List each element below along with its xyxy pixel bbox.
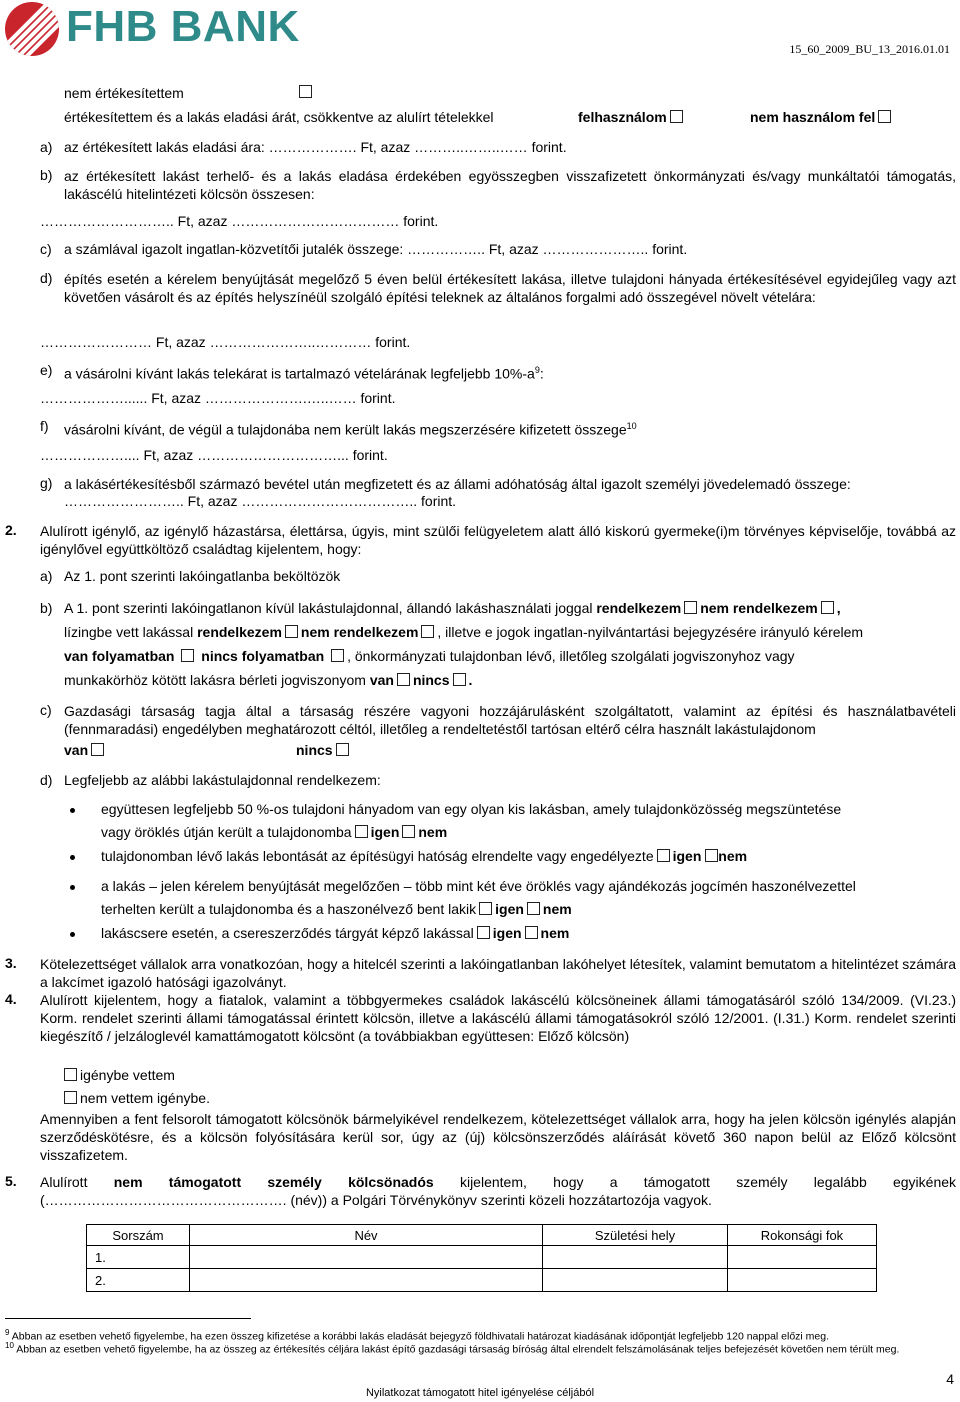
section-3-number: 3.	[5, 955, 17, 971]
s2-b-label: b)	[40, 600, 53, 616]
checkbox-in-progress[interactable]	[181, 649, 194, 662]
s2-c-text: Gazdasági társaság tagja által a társaság részére vagyoni hozzájárulásként szolgáltatott, valamint az építési és használatbavételi (fennmaradási) engedélyben meghatározott céltól, illetőleg a rendeltetéstől tartósan eltérő célra használt lakástulajdonom	[64, 703, 956, 737]
bullet-4: lakáscsere esetén, a csereszerződés tárgyát képző lakással igen nem	[101, 925, 570, 941]
s2-b-line4: munkakörhöz kötött lakásra bérleti jogviszonyom van nincs .	[64, 672, 473, 688]
checkbox-not-used[interactable]	[64, 1091, 77, 1104]
section-4-number: 4.	[5, 991, 17, 1007]
item-b-text: az értékesített lakást terhelő- és a lakás eladása érdekében egyösszegben visszafizetett önkormányzati és/vagy munkáltatói támogatás, lakáscélú hitelintézeti kölcsön összesen:	[64, 168, 956, 202]
relatives-table	[86, 1224, 877, 1292]
checkbox-rent-no[interactable]	[453, 673, 466, 686]
checkbox-no-property[interactable]	[821, 601, 834, 614]
col-sorszam: Sorszám	[87, 1225, 190, 1246]
checkbox-no-leased[interactable]	[421, 625, 434, 638]
s2-b-line1: A 1. pont szerinti lakóingatlanon kívül lakástulajdonnal, állandó lakáshasználati joggal rendelkezem nem rendelkezem ,	[64, 600, 841, 616]
birthplace-cell[interactable]	[543, 1246, 728, 1269]
relation-cell[interactable]	[728, 1269, 877, 1292]
footnote-9: $^9$ Abban az esetben vehető figyelembe, ha ezen összeg kifizetése a korábbi lakás eladását bejegyző földhivatali határozat kiadásának időpontját legfeljebb 120 nappal előzi meg.	[5, 1328, 830, 1343]
s2-d-text: Legfeljebb az alábbi lakástulajdonnal rendelkezem:	[64, 772, 381, 788]
checkbox-c-van[interactable]	[91, 743, 104, 756]
section-2-text: Alulírott igénylő, az igénylő házastársa, élettársa, úgyis, mint szülői felügyeletem alatt álló kiskorú gyermeke(i)m törvényes képviselője, továbbá az igénylővel együttköltöző családtag kijelentem, hogy:	[40, 523, 956, 557]
section-3-text: Kötelezettséget vállalok arra vonatkozóan, hogy a hitelcél szerinti a lakóingatlanban lakóhelyet létesítek, valamint bemutatom a hitelintézet számára a lakcímet igazoló hatósági igazolványt.	[40, 956, 956, 990]
checkbox-has-leased[interactable]	[285, 625, 298, 638]
section-5-number: 5.	[5, 1173, 17, 1189]
row-number: 1.	[87, 1246, 190, 1269]
option-use: felhasználom	[578, 109, 686, 126]
section-5-line1: Alulírott nem támogatott személy kölcsönadós kijelentem, hogy a támogatott személy legalább egyikének	[40, 1174, 957, 1190]
bullet-1-line2: vagy öröklés útján került a tulajdonomba igen nem	[101, 824, 448, 840]
item-e-text: a vásárolni kívánt lakás telekárat is tartalmazó vételárának legfeljebb $10\%-a^9$:	[64, 365, 544, 382]
checkbox-has-property[interactable]	[684, 601, 697, 614]
item-g-text: a lakásértékesítésből származó bevétel után megfizetett és az állami adóhatóság által igazolt személyi jövedelemadó összege:	[64, 476, 851, 492]
bullet-icon	[70, 885, 75, 890]
bullet-2: tulajdonomban lévő lakás lebontását az építésügyi hatóság elrendelte vagy engedélyezte igen nem	[101, 848, 748, 864]
item-g-label: g)	[40, 475, 53, 491]
item-b-label: b)	[40, 167, 53, 183]
table-row	[87, 1269, 877, 1292]
s2-a-text: Az 1. pont szerinti lakóingatlanba beköltözök	[64, 568, 341, 584]
name-cell[interactable]	[190, 1246, 543, 1269]
option-not-sold: nem értékesítettem	[64, 85, 184, 101]
s2-c-nincs: nincs	[296, 742, 352, 759]
item-f-text: vásárolni kívánt, de végül a tulajdonába nem került lakás megszerzésére kifizetett összege$^{10}$	[64, 421, 637, 438]
logo-text: FHB BANK	[66, 2, 300, 51]
section-4-text: Alulírott kijelentem, hogy a fiatalok, valamint a többgyermekes családok lakáscélú kölcsöneinek állami támogatásáról szóló 134/2009. (VI.23.) Korm. rendelet szerinti állami támogatással érintett kölcsön, illetve a lakáscélú állami támogatásokról szóló 12/2001. (I.31.) Korm. rendelet szerinti kiegészítő / jelzáloglevél kamattámogatott kölcsönt (a továbbiakban együttesen: Előző kölcsön)	[40, 992, 956, 1044]
item-c-text: a számlával igazolt ingatlan-közvetítői jutalék összege: …………….. Ft, azaz ………………….. forint.	[64, 241, 688, 257]
item-g-amount: …………………….. Ft, azaz ……………………………….. forint.	[64, 493, 457, 509]
checkbox-b4-igen[interactable]	[477, 926, 490, 939]
checkbox-b2-igen[interactable]	[657, 849, 670, 862]
checkbox-used[interactable]	[64, 1068, 77, 1081]
checkbox-b3-nem[interactable]	[527, 902, 540, 915]
name-cell[interactable]	[190, 1269, 543, 1292]
checkbox-b4-nem[interactable]	[525, 926, 538, 939]
item-e-amount: ………………...... Ft, azaz ………………….…..…… forint.	[40, 390, 396, 406]
bullet-icon	[70, 932, 75, 937]
item-d-amount: …………………… Ft, azaz …………………..………… forint.	[40, 334, 411, 350]
checkbox-b1-igen[interactable]	[355, 825, 368, 838]
option-not-use: nem használom fel	[750, 109, 894, 126]
bullet-icon	[70, 855, 75, 860]
s4-option-used: igénybe vettem	[64, 1067, 175, 1084]
checkbox-not-sold[interactable]	[299, 85, 312, 98]
col-rokonsagi-fok: Rokonsági fok	[728, 1225, 877, 1246]
item-a-label: a)	[40, 139, 53, 155]
s2-d-label: d)	[40, 772, 53, 788]
s2-a-label: a)	[40, 568, 53, 584]
bullet-3-line1: a lakás – jelen kérelem benyújtását megelőzően – több mint két éve öröklés vagy ajándékozás jogcímén haszonélvezettel	[101, 878, 856, 894]
document-id: 15_60_2009_BU_13_2016.01.01	[789, 42, 950, 56]
item-e-label: e)	[40, 362, 53, 378]
table-header-row	[87, 1225, 877, 1246]
checkbox-b3-igen[interactable]	[479, 902, 492, 915]
footnote-10: $^{10}$ Abban az esetben vehető figyelembe, ha az összeg az értékesítés céljára lakást építő gazdasági társaság bíróság által elrendelt felszámolásának teljes befejezését követően nem térült meg.	[5, 1341, 900, 1356]
section-4-text2: Amennyiben a fent felsorolt támogatott kölcsönök bármelyikével rendelkezem, kötelezettséget vállalok arra, hogy ha jelen kölcsön igénylés alapján szerződéskötésre, és a kölcsön folyósítására kerül sor, úgy az (új) kölcsönszerződés aláírását követő 360 napon belül az Előző kölcsönt visszafizetem.	[40, 1111, 956, 1163]
s2-c-van: van	[64, 742, 107, 759]
checkbox-not-use[interactable]	[878, 110, 891, 123]
row-number: 2.	[87, 1269, 190, 1292]
bullet-icon	[70, 808, 75, 813]
item-d-label: d)	[40, 270, 53, 286]
col-szuletesi-hely: Születési hely	[543, 1225, 728, 1246]
footer-text: Nyilatkozat támogatott hitel igényelése céljából	[365, 1387, 595, 1399]
item-b-amount: ……………………….. Ft, azaz ……………………………… forint.	[40, 213, 439, 229]
checkbox-c-nincs[interactable]	[336, 743, 349, 756]
s4-option-not-used: nem vettem igénybe.	[64, 1090, 210, 1107]
item-d-text: építés esetén a kérelem benyújtását megelőző 5 éven belül értékesített lakása, illetve tulajdoni hányada értékesítésével egyidejűleg vagy azt követően vásárolt és az építés helyszínéül szolgáló építési teleknek az általános forgalmi adó összegével növelt vételára:	[64, 271, 956, 305]
relation-cell[interactable]	[728, 1246, 877, 1269]
birthplace-cell[interactable]	[543, 1269, 728, 1292]
option-sold: értékesítettem és a lakás eladási árát, csökkentve az alulírt tételekkel	[64, 109, 494, 125]
bullet-1-line1: együttesen legfeljebb 50 %-os tulajdoni hányadom van egy olyan kis lakásban, amely tulajdonközösség megszüntetése	[101, 801, 842, 817]
footnote-divider	[5, 1318, 251, 1319]
checkbox-rent-yes[interactable]	[397, 673, 410, 686]
section-5-line2: (……………………………………………. (név)) a Polgári Törvénykönyv szerinti közeli hozzátartozója vagyok.	[40, 1192, 712, 1208]
s2-b-line2: lízingbe vett lakással rendelkezem nem rendelkezem , illetve e jogok ingatlan-nyilvántartási bejegyzésére irányuló kérelem	[64, 624, 864, 640]
checkbox-not-in-progress[interactable]	[331, 649, 344, 662]
s2-b-line3: van folyamatban nincs folyamatban , önkormányzati tulajdonban lévő, illetőleg szolgálati jogviszonyhoz vagy	[64, 648, 795, 664]
checkbox-b1-nem[interactable]	[402, 825, 415, 838]
table-row	[87, 1246, 877, 1269]
item-f-amount: ……………….... Ft, azaz …………………………... forint.	[40, 447, 388, 463]
item-c-label: c)	[40, 241, 52, 257]
fhb-logo-icon	[5, 2, 59, 56]
section-2-number: 2.	[5, 522, 17, 538]
checkbox-use[interactable]	[670, 110, 683, 123]
bullet-3-line2: terhelten került a tulajdonomba és a haszonélvező bent lakik igen nem	[101, 901, 572, 917]
item-f-label: f)	[40, 418, 49, 434]
s2-c-label: c)	[40, 702, 52, 718]
col-nev: Név	[190, 1225, 543, 1246]
item-a-text: az értékesített lakás eladási ára: ………………. Ft, azaz ………..……..…… forint.	[64, 139, 567, 155]
page-number: 4	[946, 1371, 954, 1387]
checkbox-b2-nem[interactable]	[705, 849, 718, 862]
